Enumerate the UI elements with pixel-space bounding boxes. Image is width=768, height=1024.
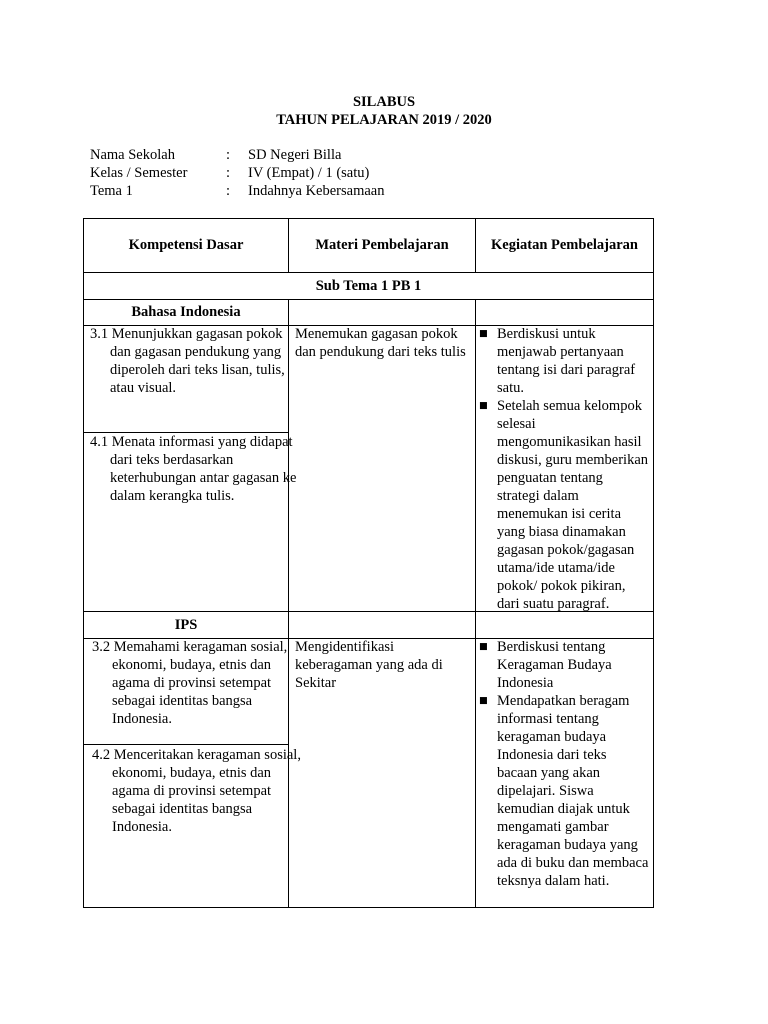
kegiatan-text: Berdiskusi tentang Keragaman Budaya Indonesia bbox=[497, 639, 612, 691]
bullet-square-icon: ■ bbox=[479, 693, 488, 709]
info-label: Nama Sekolah bbox=[90, 147, 175, 163]
kd-item: 4.1 Menata informasi yang didapat dari teks berdasarkan keterhubungan antar gagasan ke dalam kerangka tulis. bbox=[90, 434, 297, 504]
row-divider bbox=[83, 299, 654, 300]
info-separator: : bbox=[226, 147, 231, 163]
row-divider bbox=[83, 272, 654, 273]
info-value: SD Negeri Billa bbox=[248, 147, 342, 163]
info-separator: : bbox=[226, 183, 231, 199]
document-title: SILABUS bbox=[352, 94, 416, 110]
list-item bbox=[479, 638, 649, 692]
kegiatan-list bbox=[479, 638, 649, 890]
row-divider bbox=[83, 218, 654, 219]
kegiatan-text: Berdiskusi untuk menjawab pertanyaan tentang isi dari paragraf satu. bbox=[497, 326, 636, 396]
bullet-square-icon: ■ bbox=[479, 398, 488, 414]
info-label: Kelas / Semester bbox=[90, 165, 188, 181]
info-value: Indahnya Kebersamaan bbox=[248, 183, 385, 199]
info-label: Tema 1 bbox=[90, 183, 133, 199]
list-item bbox=[479, 325, 649, 397]
table-border bbox=[653, 218, 654, 908]
subject-heading: Bahasa Indonesia bbox=[131, 304, 241, 320]
list-item bbox=[479, 397, 649, 613]
kegiatan-text: Mendapatkan beragam informasi tentang keragaman budaya Indonesia dari teks bacaan yang akan dipelajari. Siswa kemudian diajak untuk mengamati gambar keragaman budaya yang ada di buku dan membaca teksnya dalam hati. bbox=[497, 693, 649, 889]
column-divider bbox=[475, 299, 476, 908]
document-subtitle: TAHUN PELAJARAN 2019 / 2020 bbox=[276, 112, 492, 128]
materi-text: Mengidentifikasi keberagaman yang ada di Sekitar bbox=[295, 639, 443, 691]
info-separator: : bbox=[226, 165, 231, 181]
subject-heading: IPS bbox=[174, 617, 198, 633]
materi-text: Menemukan gagasan pokok dan pendukung dari teks tulis bbox=[295, 326, 466, 360]
table-border bbox=[83, 218, 84, 908]
subtheme-title: Sub Tema 1 PB 1 bbox=[315, 278, 422, 294]
row-divider bbox=[83, 907, 654, 908]
kd-item: 3.1 Menunjukkan gagasan pokok dan gagasan pendukung yang diperoleh dari teks lisan, tulis, atau visual. bbox=[90, 326, 285, 396]
kegiatan-list bbox=[479, 325, 649, 613]
bullet-square-icon: ■ bbox=[479, 326, 488, 342]
info-value: IV (Empat) / 1 (satu) bbox=[248, 165, 370, 181]
bullet-square-icon: ■ bbox=[479, 639, 488, 655]
kegiatan-text: Setelah semua kelompok selesai mengomunikasikan hasil diskusi, guru memberikan penguatan tentang strategi dalam menemukan isi cerita yang biasa dinamakan gagasan pokok/gagasan utama/ide utama/ide pokok/ pokok pikiran, dari suatu paragraf. bbox=[497, 398, 649, 612]
header-materi-pembelajaran: Materi Pembelajaran bbox=[315, 237, 449, 253]
list-item bbox=[479, 692, 649, 890]
row-divider bbox=[83, 744, 289, 745]
header-kompetensi-dasar: Kompetensi Dasar bbox=[128, 237, 244, 253]
kd-item: 3.2 Memahami keragaman sosial, ekonomi, budaya, etnis dan agama di provinsi setempat sebagai identitas bangsa Indonesia. bbox=[92, 639, 288, 727]
header-kegiatan-pembelajaran: Kegiatan Pembelajaran bbox=[491, 237, 638, 253]
kd-item: 4.2 Menceritakan keragaman sosial, ekonomi, budaya, etnis dan agama di provinsi setempat sebagai identitas bangsa Indonesia. bbox=[92, 747, 301, 835]
